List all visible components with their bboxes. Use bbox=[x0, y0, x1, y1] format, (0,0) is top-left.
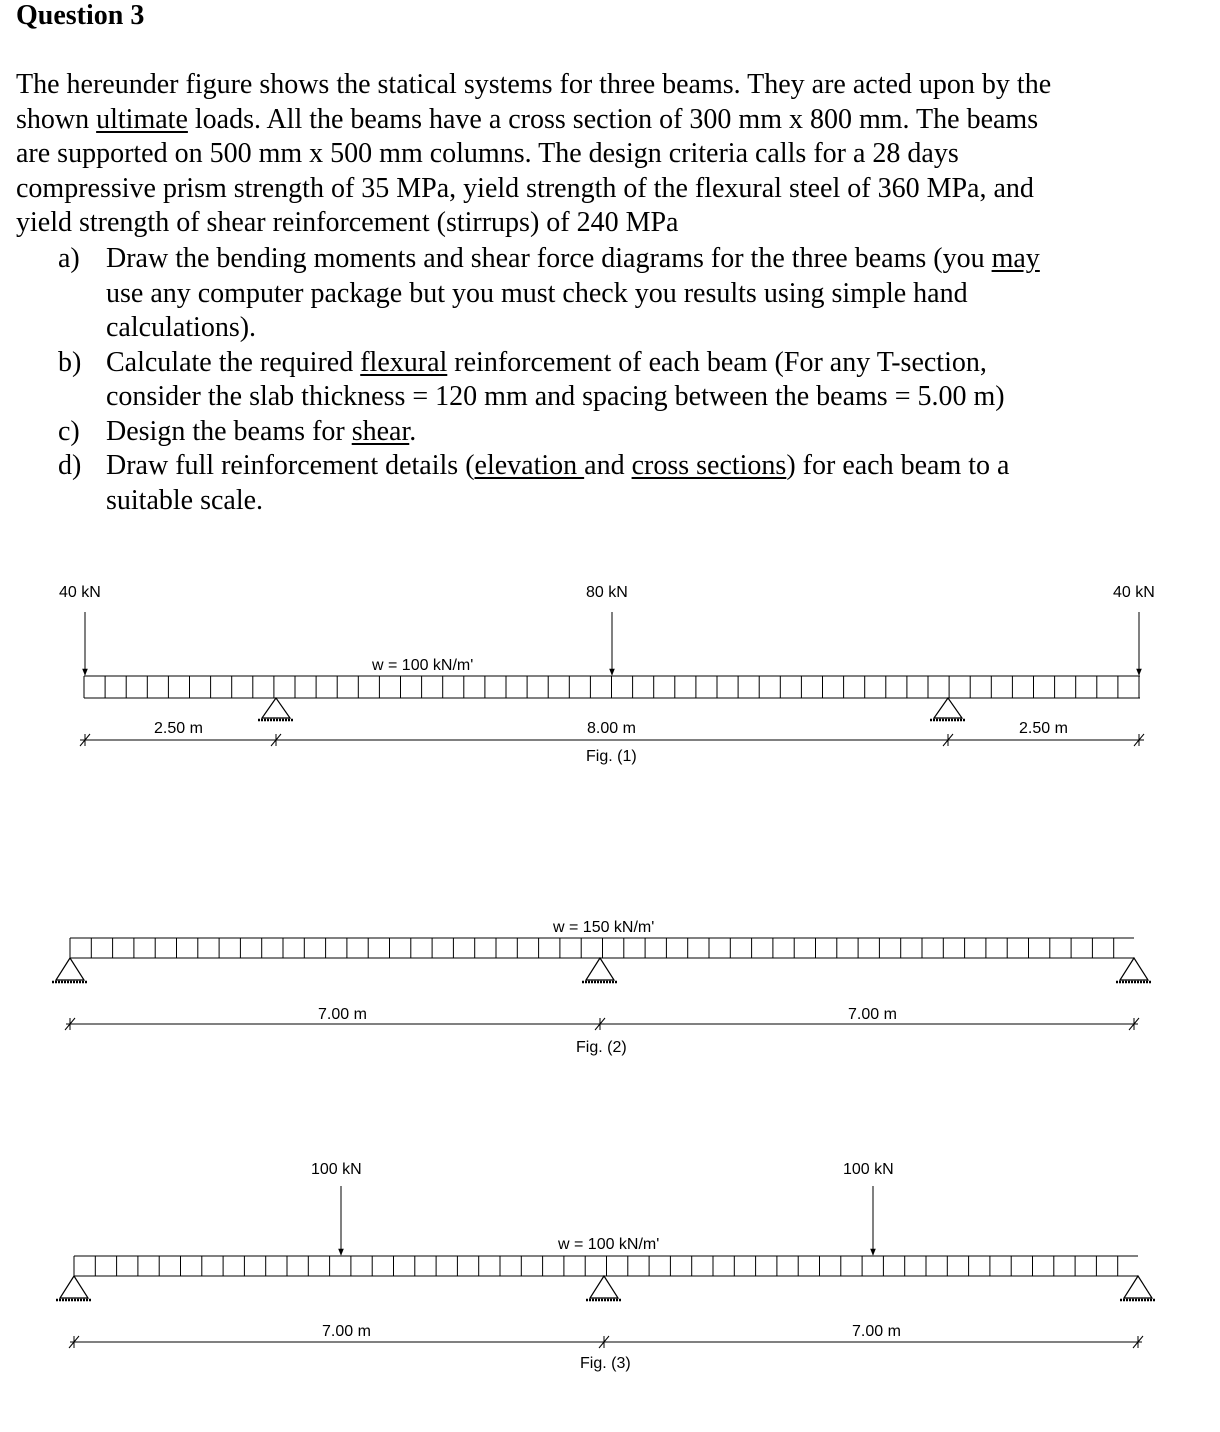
intro-line: compressive prism strength of 35 MPa, yield strength of the flexural steel of 360 MPa, and bbox=[16, 172, 1034, 204]
pin-support bbox=[258, 698, 294, 720]
task-label: d) bbox=[58, 450, 82, 481]
pin-support bbox=[1116, 958, 1152, 982]
udl-beam-grid bbox=[70, 938, 1134, 958]
figure-3 bbox=[56, 1161, 1156, 1372]
question-title: Question 3 bbox=[16, 0, 145, 31]
task-item-d: d) Draw full reinforcement details (elevation and cross sections) for each beam to a suitable scale. bbox=[58, 450, 1010, 516]
task-item-a: a) Draw the bending moments and shear force diagrams for the three beams (you may use any computer package but you must check you results using simple hand calculations). bbox=[58, 243, 1040, 343]
task-item-c: c) Design the beams for shear. bbox=[58, 415, 1208, 450]
figure-caption: Fig. (2) bbox=[576, 1039, 627, 1056]
dimension-label: 7.00 m bbox=[318, 1006, 367, 1023]
load-label: 100 kN bbox=[843, 1161, 894, 1178]
pin-support bbox=[582, 958, 618, 982]
dimension-label: 7.00 m bbox=[322, 1323, 371, 1340]
task-item-b: b) Calculate the required flexural reinforcement of each beam (For any T-section, consider the slab thickness = 120 mm and spacing between the beams = 5.00 m) bbox=[58, 346, 1005, 412]
pin-support bbox=[56, 1276, 92, 1300]
udl-label: w = 150 kN/m' bbox=[553, 919, 655, 936]
figure-caption: Fig. (1) bbox=[586, 748, 637, 765]
pin-support bbox=[52, 958, 88, 982]
load-label: 100 kN bbox=[311, 1161, 362, 1178]
dimension-label: 2.50 m bbox=[154, 720, 203, 737]
dimension-line bbox=[65, 1018, 1139, 1030]
task-label: b) bbox=[58, 346, 82, 378]
load-label: 40 kN bbox=[1113, 584, 1155, 601]
figure-2 bbox=[52, 919, 1152, 1056]
pin-support bbox=[930, 698, 966, 720]
dimension-label: 7.00 m bbox=[852, 1323, 901, 1340]
dimension-line bbox=[69, 1336, 1143, 1348]
intro-line: The hereunder figure shows the statical systems for three beams. They are acted upon by the bbox=[16, 69, 1052, 100]
udl-label: w = 100 kN/m' bbox=[558, 1236, 660, 1253]
udl-beam-grid bbox=[74, 1256, 1138, 1276]
intro-line: are supported on 500 mm x 500 mm columns. The design criteria calls for a 28 days bbox=[16, 138, 959, 169]
dimension-label: 8.00 m bbox=[587, 720, 636, 737]
underlined-word: ultimate bbox=[96, 103, 188, 135]
udl-beam-grid bbox=[84, 676, 1140, 698]
dimension-label: 2.50 m bbox=[1019, 720, 1068, 737]
task-label: c) bbox=[58, 415, 80, 447]
pin-support bbox=[1120, 1276, 1156, 1300]
figure-caption: Fig. (3) bbox=[580, 1355, 631, 1372]
figure-1 bbox=[59, 584, 1155, 765]
intro-line: shown ultimate loads. All the beams have a cross section of 300 mm x 800 mm. The beams bbox=[16, 103, 1039, 135]
load-label: 80 kN bbox=[586, 584, 628, 601]
load-label: 40 kN bbox=[59, 584, 101, 601]
dimension-label: 7.00 m bbox=[848, 1006, 897, 1023]
udl-label: w = 100 kN/m' bbox=[372, 657, 474, 674]
task-label: a) bbox=[58, 243, 80, 274]
pin-support bbox=[586, 1276, 622, 1300]
intro-line: yield strength of shear reinforcement (stirrups) of 240 MPa bbox=[16, 207, 679, 238]
